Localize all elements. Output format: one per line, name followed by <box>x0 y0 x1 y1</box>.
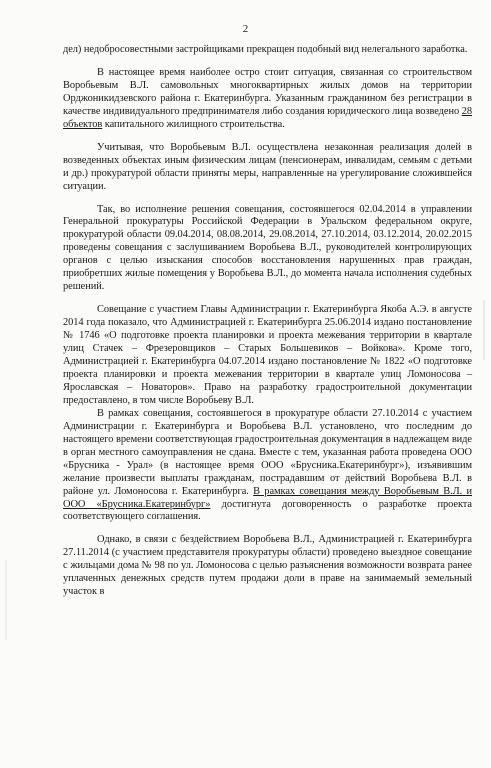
paragraph-text: дел) недобросовестными застройщиками прекращен подобный вид нелегального заработка. <box>63 44 468 55</box>
paragraph-text: В настоящее время наиболее остро стоит ситуация, связанная со строительством Воробьевым В.Л. самовольных многоквартирных жилых домов на территории Орджоникидзевского района г. Екатеринбурга. Указанным гражданином без регистрации в качестве индивидуального предпринимателя либо создания юридического лица возведено <box>63 66 472 117</box>
paragraph-text: Совещание с участием Главы Администрации г. Екатеринбурга Якоба А.Э. в августе 2014 года показало, что Администрацией г. Екатеринбурга 25.06.2014 издано постановление № 1746 «О подготовке проекта планировки и проекта межевания территории в квартале улиц Стачек – Фрезеровщиков – Старых Большевиков – Войкова». Кроме того, Администрацией г. Екатеринбурга 04.07.2014 издано постановление № 1822 «О подготовке проекта планировки и проекта межевания территории в квартале улиц Ломоносова – Ярославская – Новаторов». Право на разработку градостроительной документации предоставлено, в том числе Воробьеву В.Л. <box>63 304 472 406</box>
paragraph-text: Учитывая, что Воробьевым В.Л. осуществлена незаконная реализация долей в возведенных объектах иным физическим лицам (пенсионерам, инвалидам, семьям с детьми и др.) прокуратурой области приняты меры, направленные на урегулирование сложившейся ситуации. <box>63 141 472 192</box>
paragraph-text: Однако, в связи с бездействием Воробьева В.Л., Администрацией г. Екатеринбурга 27.11.2014 (с участием представителя прокуратуры области) проведено выездное совещание с жильцами дома № 98 по ул. Ломоносова с целью разъяснения возможности возврата ранее уплаченных денежных средств путем продажи доли в праве на занимаемый земельный участок в <box>63 534 472 598</box>
paragraph-vorobyev-construction <box>63 67 472 132</box>
paragraph-meetings <box>63 204 472 295</box>
document-body <box>63 44 472 599</box>
underlined-agreement-phrase: В рамках совещания между Воробьевым В.Л. и ООО «Брусника.Екатеринбург» <box>63 485 472 510</box>
paragraph-text: Так, во исполнение решения совещания, состоявшегося 02.04.2014 в управлении Генеральной прокуратуры Российской Федерации в Уральском федеральном округе, прокуратурой области 09.04.2014, 08.08.2014, 29.08.2014, 27.10.2014, 03.12.2014, 20.02.2015 проведены совещания с заслушиванием Воробьева В.Л., руководителей контролирующих органов с целью изыскания способов восстановления нарушенных прав граждан, приобретших жилые помещения у Воробьева В.Л., до момента начала исполнения судебных решений. <box>63 203 472 293</box>
page-number: 2 <box>242 23 249 35</box>
paragraph-administration-resolutions <box>63 304 472 408</box>
underlined-object-count: 28 объектов <box>63 105 472 130</box>
paragraph-text: капитального жилищного строительства. <box>102 118 285 130</box>
paragraph-continuation <box>63 44 472 57</box>
paragraph-brusnika-agreement <box>63 408 472 525</box>
paragraph-text: В рамках совещания, состоявшегося в прокуратуре области 27.10.2014 с участием Администрации г. Екатеринбурга и Воробьева В.Л. установлено, что последним до настоящего времени соответствующая градостроительная документация в надлежащем виде в орган местного самоуправления не сдана. Вместе с тем, указанная работа проведена ООО «Брусника - Урал» (в настоящее время ООО «Брусника.Екатеринбург»), изъявившим желание произвести выплаты гражданам, пострадавшим от действий Воробьева В.Л. в районе ул. Ломоносова г. Екатеринбурга. <box>63 407 472 497</box>
paragraph-prosecutor-measures <box>63 142 472 194</box>
paragraph-text: достигнута договоренность о разработке проекта соответствующего соглашения. <box>63 498 472 523</box>
paragraph-field-meeting <box>63 534 472 599</box>
